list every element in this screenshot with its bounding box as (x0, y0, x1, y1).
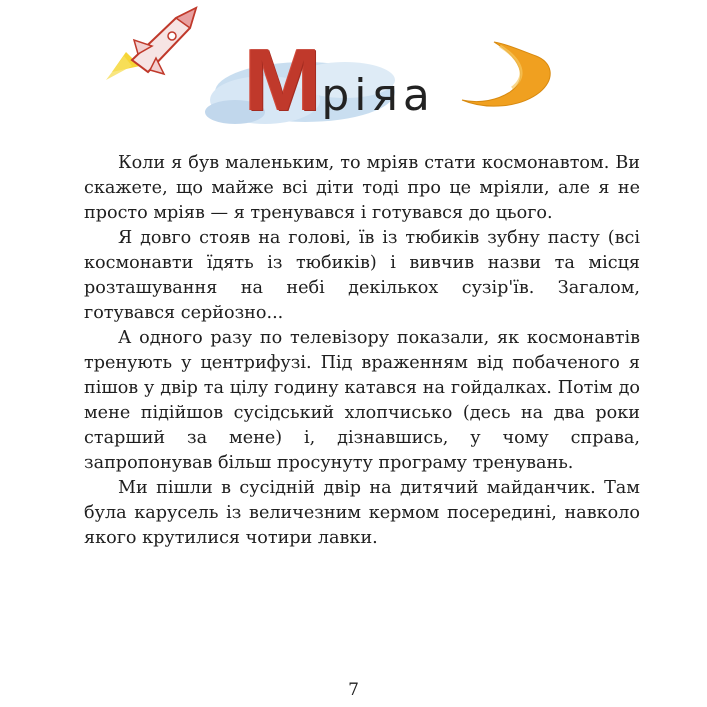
title-initial: М (244, 30, 320, 129)
title-rest: ріяа (321, 70, 435, 121)
page-number: 7 (348, 680, 359, 700)
paragraph: Ми пішли в сусідній двір на дитячий майданчик. Там була карусель із величезним кермом посередині, навколо якого крутилися чотири лавки. (84, 478, 640, 548)
paragraph: А одного разу по телевізору показали, як космонавтів тренують у центрифузі. Під враженням від побаченого я пішов у двір та цілу годину катався на гойдалках. Потім до мене підійшов сусідський хлопчисько (десь на два роки старший за мене) і, дізнавшись, у чому справа, запропонував більш просунуту програму тренувань. (84, 328, 640, 473)
paragraph: Я довго стояв на голові, їв із тюбиків зубну пасту (всі космонавти їдять із тюбиків) і вивчив назви та місця розташування на небі декількох сузір'їв. Загалом, готувався серйозно... (84, 228, 640, 323)
chapter-header (0, 0, 707, 150)
crescent-moon-drawing (462, 42, 550, 106)
rocket-drawing (106, 8, 196, 80)
chapter-title (246, 30, 435, 140)
story-text (84, 151, 640, 551)
paragraph: Коли я був маленьким, то мріяв стати космонавтом. Ви скажете, що майже всі діти тоді про це мріяли, але я не просто мріяв — я тренувався і готувався до цього. (84, 153, 640, 223)
